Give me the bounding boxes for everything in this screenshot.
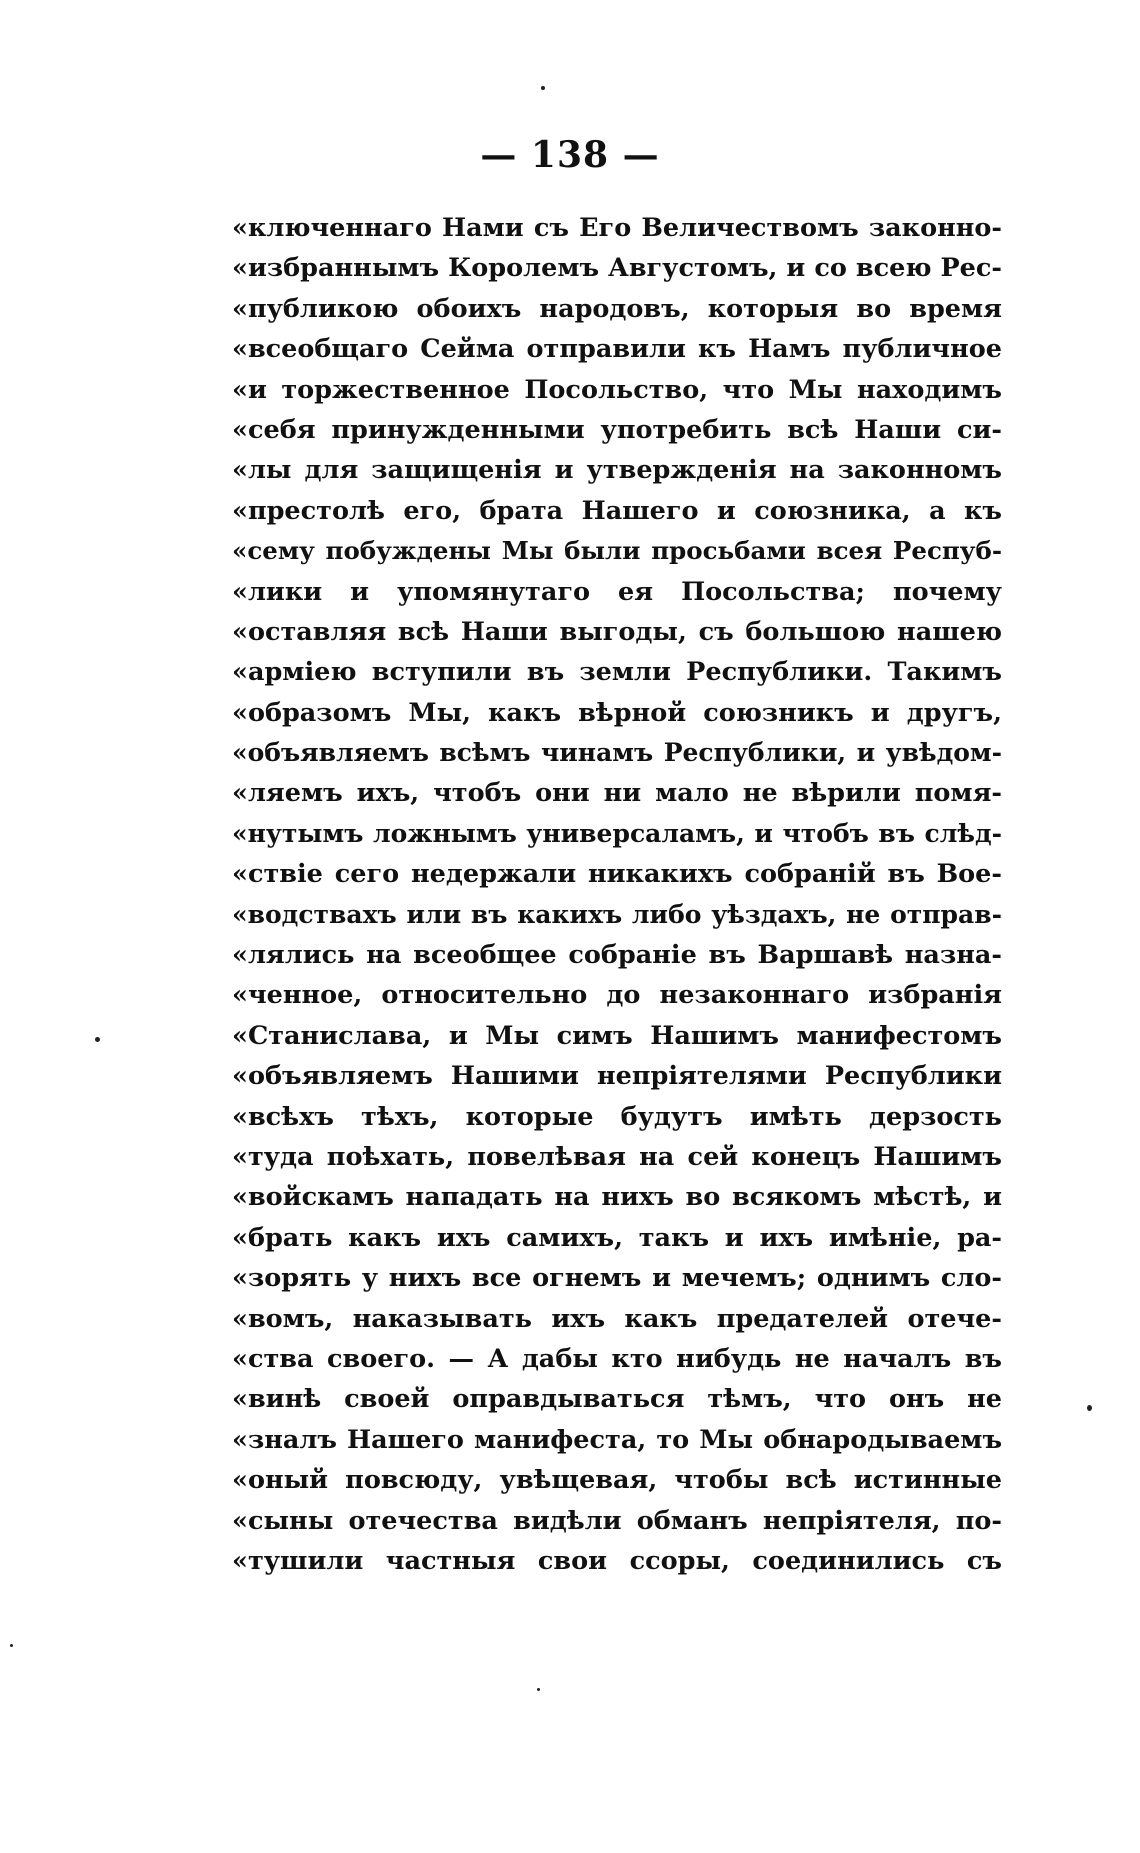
text-line: «и торжественное Посольство, что Мы находимъ: [232, 374, 1002, 405]
text-line: «себя принужденными употребить всѣ Наши си-: [232, 414, 1002, 445]
text-line: «арміею вступили въ земли Республики. Такимъ: [232, 657, 1002, 688]
text-line: «ключеннаго Нами съ Его Величествомъ законно-: [232, 213, 1002, 243]
text-line: «престолѣ его, брата Нашего и союзника, а къ: [232, 495, 1002, 526]
text-line: «объявляемъ всѣмъ чинамъ Республики, и увѣдом-: [232, 738, 1002, 768]
print-speck: [95, 1037, 100, 1042]
text-line: «сыны отечества видѣли обманъ непріятеля, по-: [232, 1505, 1002, 1536]
text-line: «объявляемъ Нашими непріятелями Республики: [232, 1061, 1002, 1092]
text-line: «винѣ своей оправдываться тѣмъ, что онъ не: [232, 1384, 1002, 1415]
text-line: «брать какъ ихъ самихъ, такъ и ихъ имѣніе, ра-: [232, 1222, 1002, 1253]
text-line: «лялись на всеобщее собраніе въ Варшавѣ назна-: [232, 940, 1002, 971]
text-line: «зналъ Нашего манифеста, то Мы обнародываемъ: [232, 1424, 1002, 1455]
text-line: «туда поѣхать, повелѣвая на сей конецъ Нашимъ: [232, 1141, 1002, 1172]
text-line: «публикою обоихъ народовъ, которыя во время: [232, 293, 1002, 324]
text-line: «избраннымъ Королемъ Августомъ, и со всею Рес-: [232, 253, 1002, 284]
text-line: «сему побуждены Мы были просьбами всея Респуб-: [232, 536, 1002, 566]
text-line: «ченное, относительно до незаконнаго избранія: [232, 980, 1002, 1011]
body-text: [232, 208, 1002, 1581]
print-speck: [1087, 1405, 1092, 1411]
text-line: «ствіе сего недержали никакихъ собраній въ Вое-: [232, 859, 1002, 890]
text-line: «лы для защищенія и утвержденія на законномъ: [232, 455, 1002, 486]
text-line: «ства своего. — А дабы кто нибудь не началъ въ: [232, 1343, 1002, 1374]
print-speck: [541, 86, 545, 90]
print-speck: [537, 1688, 540, 1691]
text-line: «оный повсюду, увѣщевая, чтобы всѣ истинные: [232, 1465, 1002, 1496]
text-line: «ляемъ ихъ, чтобъ они ни мало не вѣрили помя-: [232, 778, 1002, 809]
text-line: «всѣхъ тѣхъ, которые будутъ имѣть дерзость: [232, 1101, 1002, 1132]
text-line: «водствахъ или въ какихъ либо уѣздахъ, не отправ-: [232, 899, 1002, 929]
text-line: «войскамъ нападать на нихъ во всякомъ мѣстѣ, и: [232, 1182, 1002, 1213]
text-line: «оставляя всѣ Наши выгоды, съ большою нашею: [232, 616, 1002, 647]
text-line: «нутымъ ложнымъ универсаламъ, и чтобъ въ слѣд-: [232, 818, 1002, 848]
text-line: «Станислава, и Мы симъ Нашимъ манифестомъ: [232, 1020, 1002, 1051]
text-line: «всеобщаго Сейма отправили къ Намъ публичное: [232, 334, 1002, 365]
text-line: «образомъ Мы, какъ вѣрной союзникъ и другъ,: [232, 697, 1002, 728]
text-line: «тушили частныя свои ссоры, соединились съ: [232, 1545, 1002, 1576]
page-number: — 138 —: [480, 134, 660, 176]
text-line: «лики и упомянутаго ея Посольства; почему: [232, 576, 1002, 607]
text-line: «зорять у нихъ все огнемъ и мечемъ; однимъ сло-: [232, 1263, 1002, 1294]
text-line: «вомъ, наказывать ихъ какъ предателей отече-: [232, 1303, 1002, 1334]
print-speck: [10, 1644, 13, 1647]
